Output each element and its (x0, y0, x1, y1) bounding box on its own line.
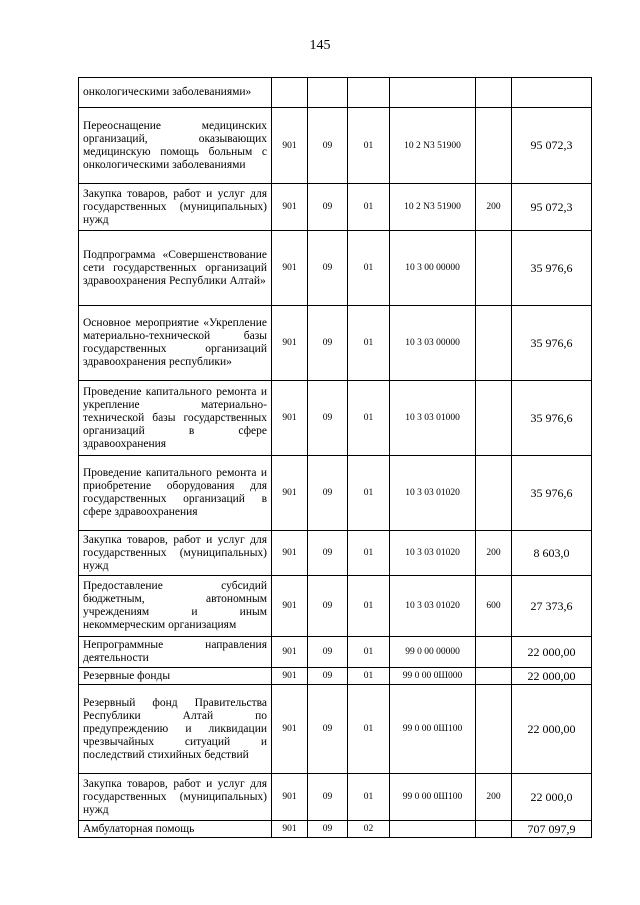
expense-type-cell (476, 78, 512, 108)
row-name: Основное мероприятие «Укрепление материально-технической базы государственных организаций здравоохранения республики» (83, 317, 267, 368)
subsection-cell: 01 (348, 381, 390, 456)
target-code-cell: 10 3 00 00000 (390, 231, 476, 306)
row-name: Проведение капитального ремонта и укрепление материально-технической базы государственных организаций в сфере здравоохранения (83, 385, 267, 450)
section-cell: 09 (308, 231, 348, 306)
row-name: Резервный фонд Правительства Республики Алтай по предупреждению и ликвидации чрезвычайных ситуаций и последствий стихийных бедствий (83, 696, 267, 761)
expense-type-cell: 200 (476, 531, 512, 576)
row-name-cell (79, 774, 272, 821)
row-name: Непрограммные направления деятельности (83, 639, 267, 664)
table-row (79, 685, 592, 774)
table-row (79, 381, 592, 456)
amount-cell: 8 603,0 (512, 531, 592, 576)
subsection-cell: 01 (348, 637, 390, 668)
page-number: 145 (309, 38, 331, 53)
ministry-cell: 901 (272, 231, 308, 306)
row-name: Переоснащение медицинских организаций, оказывающих медицинскую помощь больным с онкологическими заболеваниями (83, 119, 267, 171)
row-name-cell (79, 306, 272, 381)
ministry-cell: 901 (272, 576, 308, 637)
row-name: Закупка товаров, работ и услуг для государственных (муниципальных) нужд (83, 777, 267, 816)
row-name: Проведение капитального ремонта и приобретение оборудования для государственных организаций в сфере здравоохранения (83, 467, 267, 518)
expense-type-cell (476, 821, 512, 838)
target-code-cell: 99 0 00 0Ш100 (390, 774, 476, 821)
section-cell: 09 (308, 668, 348, 685)
row-name-cell (79, 531, 272, 576)
target-code-cell: 10 3 03 01020 (390, 456, 476, 531)
target-code-cell: 99 0 00 0Ш100 (390, 685, 476, 774)
amount-cell: 22 000,0 (512, 774, 592, 821)
amount-cell: 22 000,00 (512, 637, 592, 668)
row-name-cell (79, 456, 272, 531)
expense-type-cell (476, 381, 512, 456)
table-row (79, 306, 592, 381)
target-code-cell: 10 3 03 01000 (390, 381, 476, 456)
target-code-cell: 99 0 00 00000 (390, 637, 476, 668)
row-name-cell (79, 821, 272, 838)
expense-type-cell: 200 (476, 184, 512, 231)
expense-type-cell: 200 (476, 774, 512, 821)
ministry-cell (272, 78, 308, 108)
row-name: Подпрограмма «Совершенствование сети государственных организаций здравоохранения Республики Алтай» (83, 248, 267, 287)
amount-cell: 35 976,6 (512, 456, 592, 531)
subsection-cell: 01 (348, 774, 390, 821)
ministry-cell: 901 (272, 306, 308, 381)
table-row (79, 456, 592, 531)
ministry-cell: 901 (272, 774, 308, 821)
ministry-cell: 901 (272, 668, 308, 685)
row-name-cell (79, 184, 272, 231)
expense-type-cell (476, 637, 512, 668)
subsection-cell (348, 78, 390, 108)
amount-cell: 95 072,3 (512, 184, 592, 231)
ministry-cell: 901 (272, 531, 308, 576)
expense-type-cell (476, 306, 512, 381)
subsection-cell: 01 (348, 456, 390, 531)
subsection-cell: 01 (348, 306, 390, 381)
table-row (79, 184, 592, 231)
row-name: Предоставление субсидий бюджетным, автономным учреждениям и иным некоммерческим организациям (83, 580, 267, 631)
table-row (79, 774, 592, 821)
expense-type-cell (476, 685, 512, 774)
budget-table-body (79, 78, 592, 838)
subsection-cell: 01 (348, 231, 390, 306)
target-code-cell (390, 821, 476, 838)
row-name-cell (79, 108, 272, 184)
table-row (79, 231, 592, 306)
section-cell: 09 (308, 184, 348, 231)
amount-cell (512, 78, 592, 108)
ministry-cell: 901 (272, 637, 308, 668)
target-code-cell: 10 3 03 01020 (390, 576, 476, 637)
section-cell: 09 (308, 108, 348, 184)
table-row (79, 531, 592, 576)
amount-cell: 35 976,6 (512, 231, 592, 306)
row-name: Закупка товаров, работ и услуг для государственных (муниципальных) нужд (83, 533, 267, 572)
section-cell: 09 (308, 456, 348, 531)
section-cell: 09 (308, 306, 348, 381)
row-name-cell (79, 576, 272, 637)
ministry-cell: 901 (272, 821, 308, 838)
ministry-cell: 901 (272, 184, 308, 231)
section-cell (308, 78, 348, 108)
table-row (79, 108, 592, 184)
ministry-cell: 901 (272, 456, 308, 531)
row-name-cell (79, 381, 272, 456)
amount-cell: 707 097,9 (512, 821, 592, 838)
target-code-cell (390, 78, 476, 108)
subsection-cell: 01 (348, 576, 390, 637)
row-name-cell (79, 637, 272, 668)
budget-table (78, 77, 592, 838)
table-row (79, 637, 592, 668)
expense-type-cell (476, 108, 512, 184)
amount-cell: 22 000,00 (512, 685, 592, 774)
amount-cell: 95 072,3 (512, 108, 592, 184)
row-name-cell (79, 78, 272, 108)
row-name-cell (79, 668, 272, 685)
expense-type-cell (476, 231, 512, 306)
target-code-cell: 10 2 N3 51900 (390, 108, 476, 184)
row-name: Резервные фонды (83, 669, 171, 682)
row-name-cell (79, 685, 272, 774)
expense-type-cell (476, 456, 512, 531)
section-cell: 09 (308, 685, 348, 774)
row-name-cell (79, 231, 272, 306)
subsection-cell: 01 (348, 108, 390, 184)
amount-cell: 35 976,6 (512, 306, 592, 381)
target-code-cell: 10 3 03 01020 (390, 531, 476, 576)
target-code-cell: 99 0 00 0Ш000 (390, 668, 476, 685)
section-cell: 09 (308, 576, 348, 637)
subsection-cell: 01 (348, 531, 390, 576)
expense-type-cell: 600 (476, 576, 512, 637)
ministry-cell: 901 (272, 108, 308, 184)
table-row (79, 668, 592, 685)
row-name: онкологическими заболеваниями» (83, 86, 252, 98)
section-cell: 09 (308, 821, 348, 838)
target-code-cell: 10 2 N3 51900 (390, 184, 476, 231)
section-cell: 09 (308, 774, 348, 821)
ministry-cell: 901 (272, 685, 308, 774)
subsection-cell: 01 (348, 685, 390, 774)
section-cell: 09 (308, 381, 348, 456)
table-row (79, 821, 592, 838)
target-code-cell: 10 3 03 00000 (390, 306, 476, 381)
row-name: Амбулаторная помощь (83, 822, 195, 835)
subsection-cell: 02 (348, 821, 390, 838)
section-cell: 09 (308, 531, 348, 576)
subsection-cell: 01 (348, 184, 390, 231)
amount-cell: 35 976,6 (512, 381, 592, 456)
table-row (79, 576, 592, 637)
row-name: Закупка товаров, работ и услуг для государственных (муниципальных) нужд (83, 187, 267, 226)
section-cell: 09 (308, 637, 348, 668)
ministry-cell: 901 (272, 381, 308, 456)
subsection-cell: 01 (348, 668, 390, 685)
expense-type-cell (476, 668, 512, 685)
table-row (79, 78, 592, 108)
amount-cell: 27 373,6 (512, 576, 592, 637)
amount-cell: 22 000,00 (512, 668, 592, 685)
